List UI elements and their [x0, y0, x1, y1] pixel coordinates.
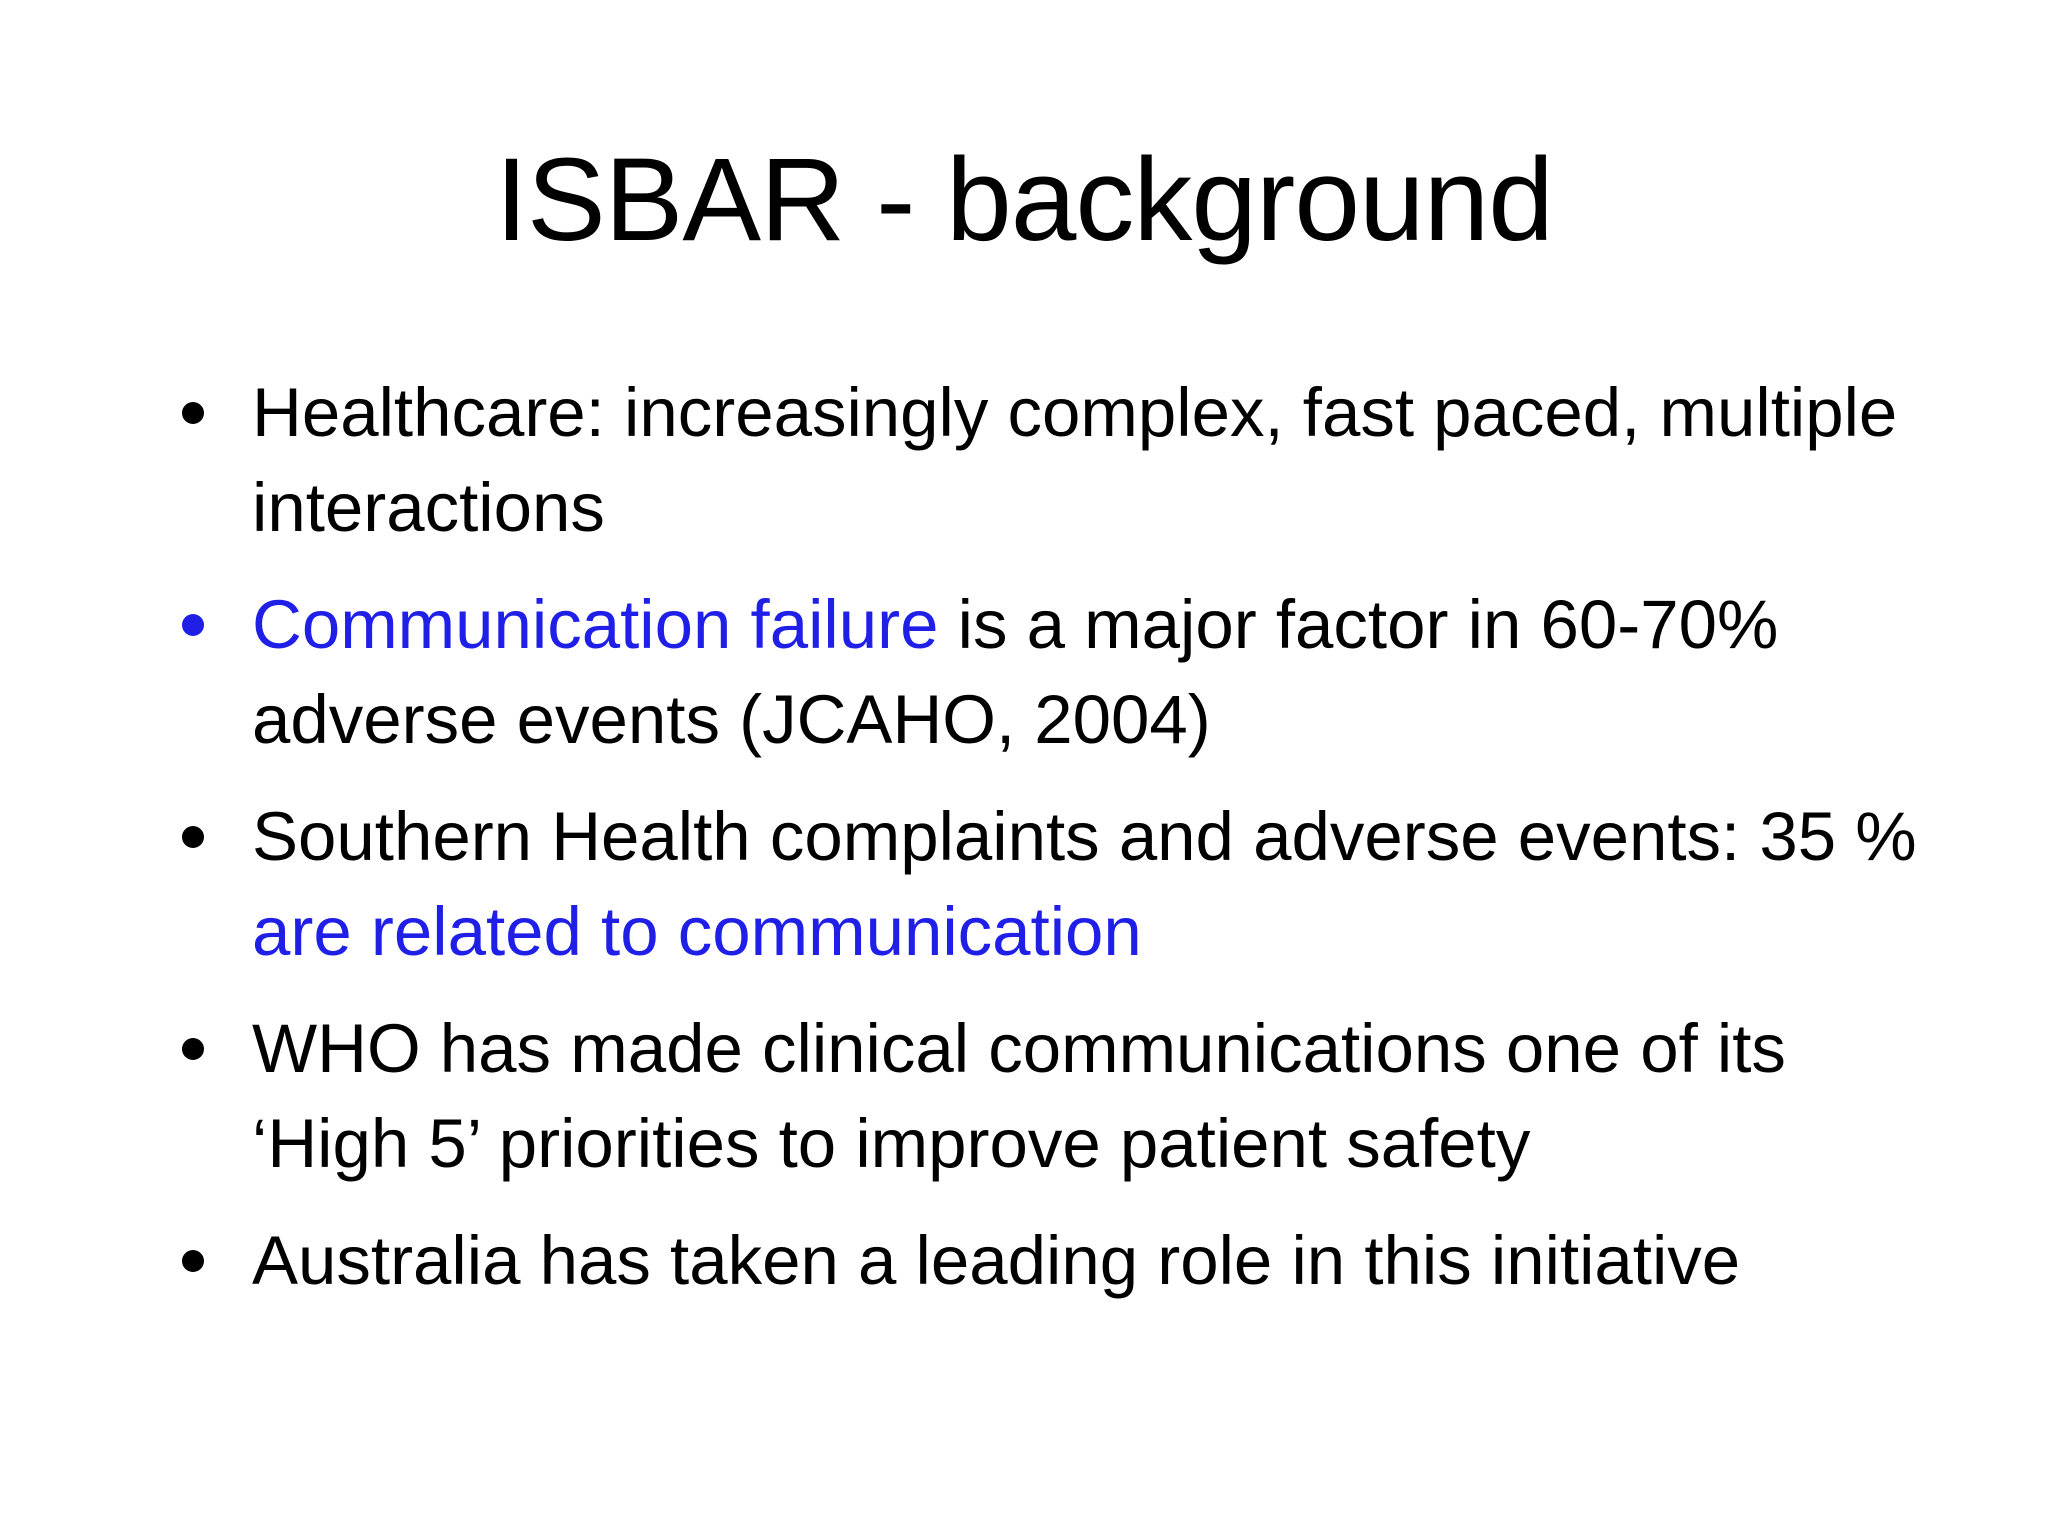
bullet-text: Healthcare: increasingly complex, fast paced, multiple interactions: [252, 374, 1898, 546]
bullet-list: [170, 365, 1930, 1330]
bullet-dot-icon: [182, 1038, 204, 1060]
bullet-item: [170, 365, 1930, 555]
bullet-highlight-text: Communication failure: [252, 586, 939, 663]
slide-title: ISBAR - background: [495, 134, 1553, 266]
bullet-text: WHO has made clinical communications one of its ‘High 5’ priorities to improve patient safety: [252, 1010, 1786, 1182]
bullet-text: is a major factor in 60-70% adverse events (JCAHO, 2004): [252, 586, 1779, 758]
bullet-dot-icon: [182, 402, 204, 424]
bullet-item: [170, 1001, 1930, 1191]
bullet-item: [170, 1213, 1930, 1308]
bullet-text: Australia has taken a leading role in this initiative: [252, 1222, 1741, 1299]
bullet-item: [170, 577, 1930, 767]
bullet-dot-icon: [182, 826, 204, 848]
bullet-dot-icon: [182, 1250, 204, 1272]
bullet-dot-icon: [182, 614, 204, 636]
bullet-text: Southern Health complaints and adverse events: 35 %: [252, 798, 1917, 875]
bullet-highlight-text: are related to communication: [252, 893, 1142, 970]
bullet-item: [170, 789, 1930, 979]
